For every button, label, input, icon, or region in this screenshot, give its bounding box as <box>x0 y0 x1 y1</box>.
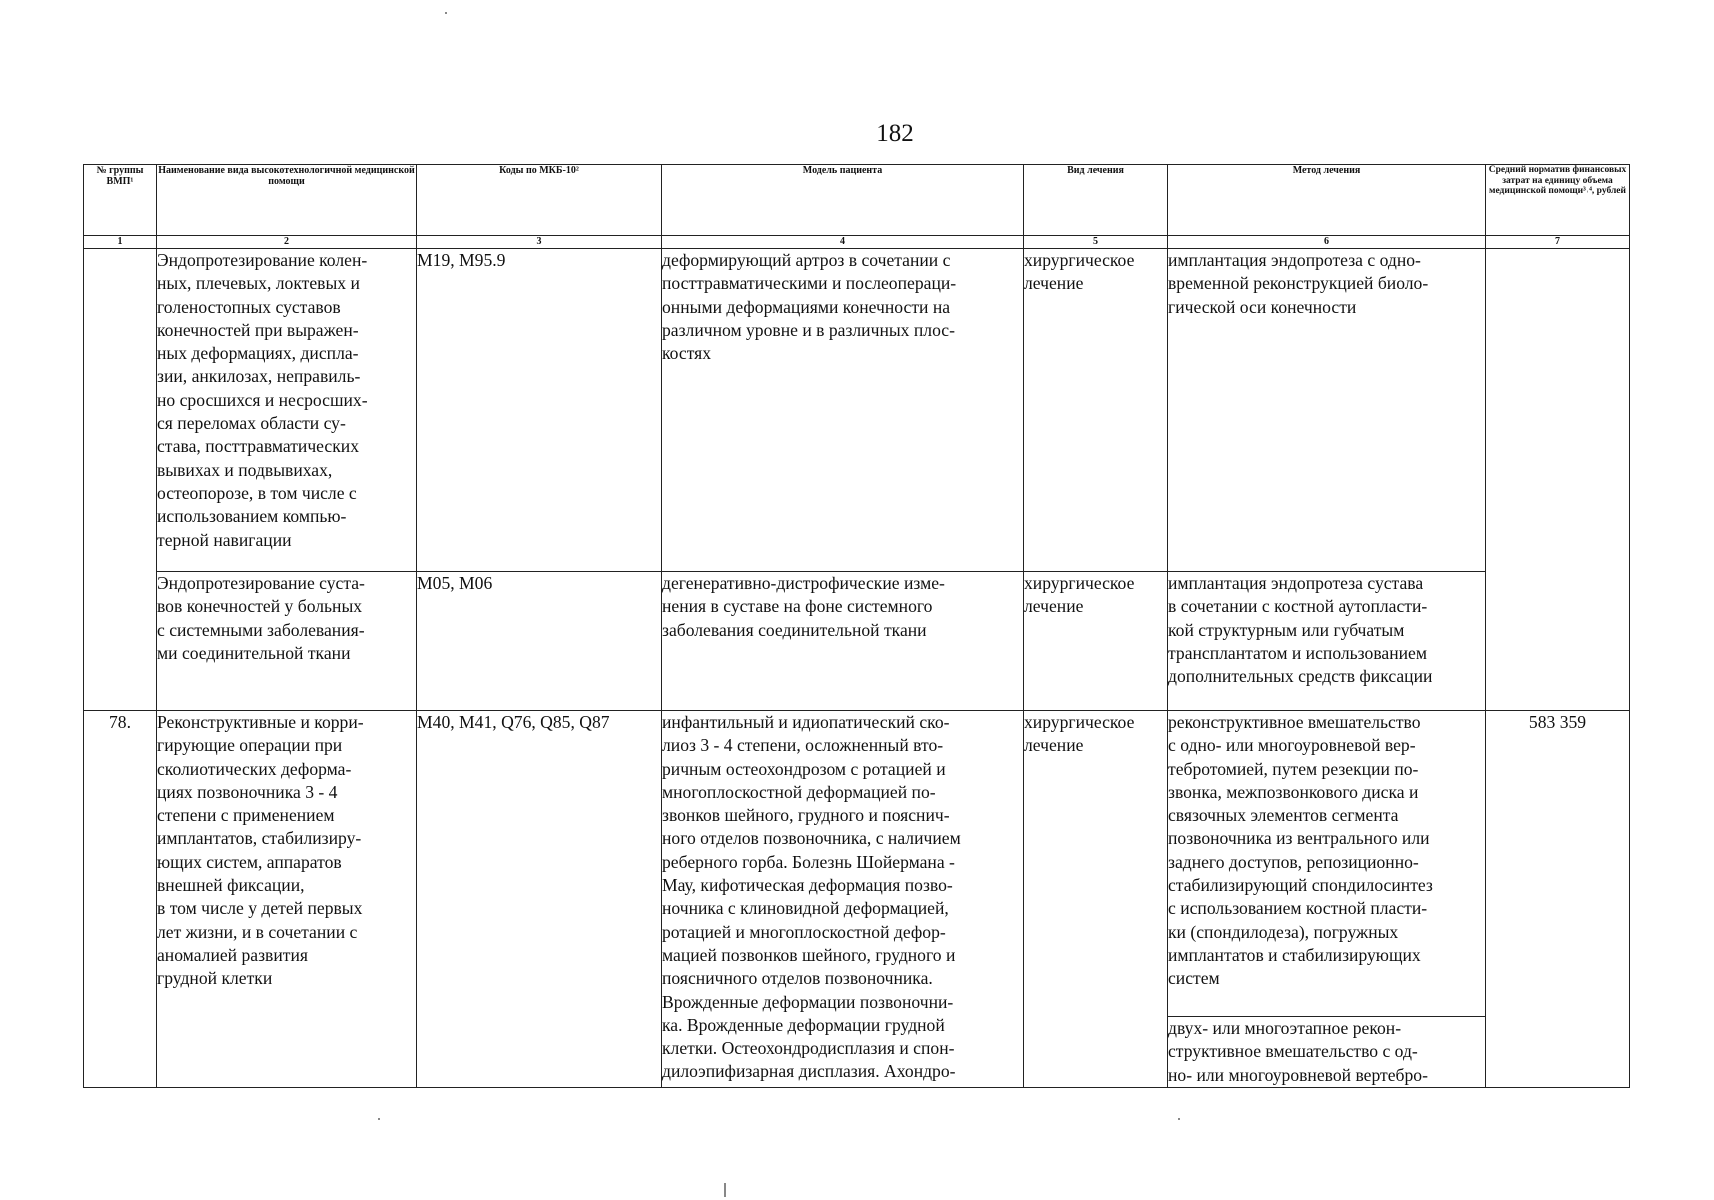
icd-codes-cell: M40, M41, Q76, Q85, Q87 <box>417 711 662 1088</box>
group-number-cell <box>84 249 157 711</box>
icd-codes-cell: M05, M06 <box>417 572 662 711</box>
care-type-name-cell: Эндопротезирование колен- ных, плечевых, локтевых и голеностопных суставов конечностей при выражен- ных деформациях, диспла- зии, анкилозах, неправиль- но сросшихся и несросших- ся переломах области су- става, посттравматических вывихах и подвывихах, остеопорозе, в том числе с использованием компью- терной навигации <box>157 249 417 572</box>
column-number: 3 <box>417 236 662 249</box>
header-average-cost: Средний норматив финансовых затрат на единицу объема медицинской помощи³˒⁴, рублей <box>1486 165 1630 236</box>
icd-codes-cell: M19, M95.9 <box>417 249 662 572</box>
column-number: 1 <box>84 236 157 249</box>
care-type-name-cell: Реконструктивные и корри- гирующие операции при сколиотических деформа- циях позвоночника 3 - 4 степени с применением имплантатов, стабилизиру- ющих систем, аппаратов внешней фиксации, в том числе у детей первых лет жизни, и в сочетании с аномалией развития грудной клетки <box>157 711 417 1088</box>
column-number: 5 <box>1024 236 1168 249</box>
scan-speck <box>445 12 447 14</box>
column-number: 4 <box>662 236 1024 249</box>
care-type-name-cell: Эндопротезирование суста- вов конечностей у больных с системными заболевания- ми соединительной ткани <box>157 572 417 711</box>
scan-speck <box>1178 1118 1180 1120</box>
treatment-type-cell: хирургическое лечение <box>1024 572 1168 711</box>
header-treatment-method: Метод лечения <box>1168 165 1486 236</box>
patient-model-cell: инфантильный и идиопатический ско- лиоз 3 - 4 степени, осложненный вто- ричным остеохондрозом с ротацией и многоплоскостной деформацией по- звонков шейного, грудного и пояснич- ного отделов позвоночника, с наличием реберного горба. Болезнь Шойермана - Мау, кифотическая деформация позво- ночника с клиновидной деформацией, ротацией и многоплоскостной дефор- мацией позвонков шейного, грудного и поясничного отделов позвоночника. Врожденные деформации позвоночни- ка. Врожденные деформации грудной клетки. Остеохондродисплазия и спон- дилоэпифизарная дисплазия. Ахондро- <box>662 711 1024 1088</box>
header-patient-model: Модель пациента <box>662 165 1024 236</box>
treatment-method-cell: реконструктивное вмешательство с одно- или многоуровневой вер- тебротомией, путем резекции по- звонка, межпозвонкового диска и связочных элементов сегмента позвоночника из вентрального или заднего доступов, репозиционно- стабилизирующий спондилосинтез с использованием костной пласти- ки (спондилодеза), погружных имплантатов и стабилизирующих систем <box>1168 711 1486 1017</box>
patient-model-cell: дегенеративно-дистрофические изме- нения в суставе на фоне системного заболевания соединительной ткани <box>662 572 1024 711</box>
column-number: 2 <box>157 236 417 249</box>
table-row <box>84 249 1630 572</box>
scan-speck <box>724 1183 726 1197</box>
patient-model-cell: деформирующий артроз в сочетании с посттравматическими и послеопераци- онными деформациями конечности на различном уровне и в различных плос- костях <box>662 249 1024 572</box>
column-number-row <box>84 236 1630 249</box>
average-cost-cell: 583 359 <box>1486 711 1630 1088</box>
table-row <box>84 711 1630 1017</box>
header-icd-codes: Коды по МКБ-10² <box>417 165 662 236</box>
column-number: 6 <box>1168 236 1486 249</box>
header-group-number: № группы ВМП¹ <box>84 165 157 236</box>
treatment-method-cell: имплантация эндопротеза сустава в сочетании с костной аутопласти- кой структурным или губчатым трансплантатом и использованием дополнительных средств фиксации <box>1168 572 1486 711</box>
treatment-type-cell: хирургическое лечение <box>1024 711 1168 1088</box>
header-care-type-name: Наименование вида высокотехнологичной медицинской помощи <box>157 165 417 236</box>
group-number-cell: 78. <box>84 711 157 1088</box>
header-row <box>84 165 1630 236</box>
treatment-type-cell: хирургическое лечение <box>1024 249 1168 572</box>
average-cost-cell <box>1486 249 1630 711</box>
vmp-table <box>83 164 1630 1088</box>
column-number: 7 <box>1486 236 1630 249</box>
scan-speck <box>378 1118 380 1120</box>
header-treatment-type: Вид лечения <box>1024 165 1168 236</box>
table-row <box>84 572 1630 711</box>
treatment-method-cell: имплантация эндопротеза с одно- временной реконструкцией биоло- гической оси конечности <box>1168 249 1486 572</box>
treatment-method-cell: двух- или многоэтапное рекон- структивное вмешательство с од- но- или многоуровневой вертебро- <box>1168 1017 1486 1088</box>
page-number: 182 <box>876 120 914 147</box>
